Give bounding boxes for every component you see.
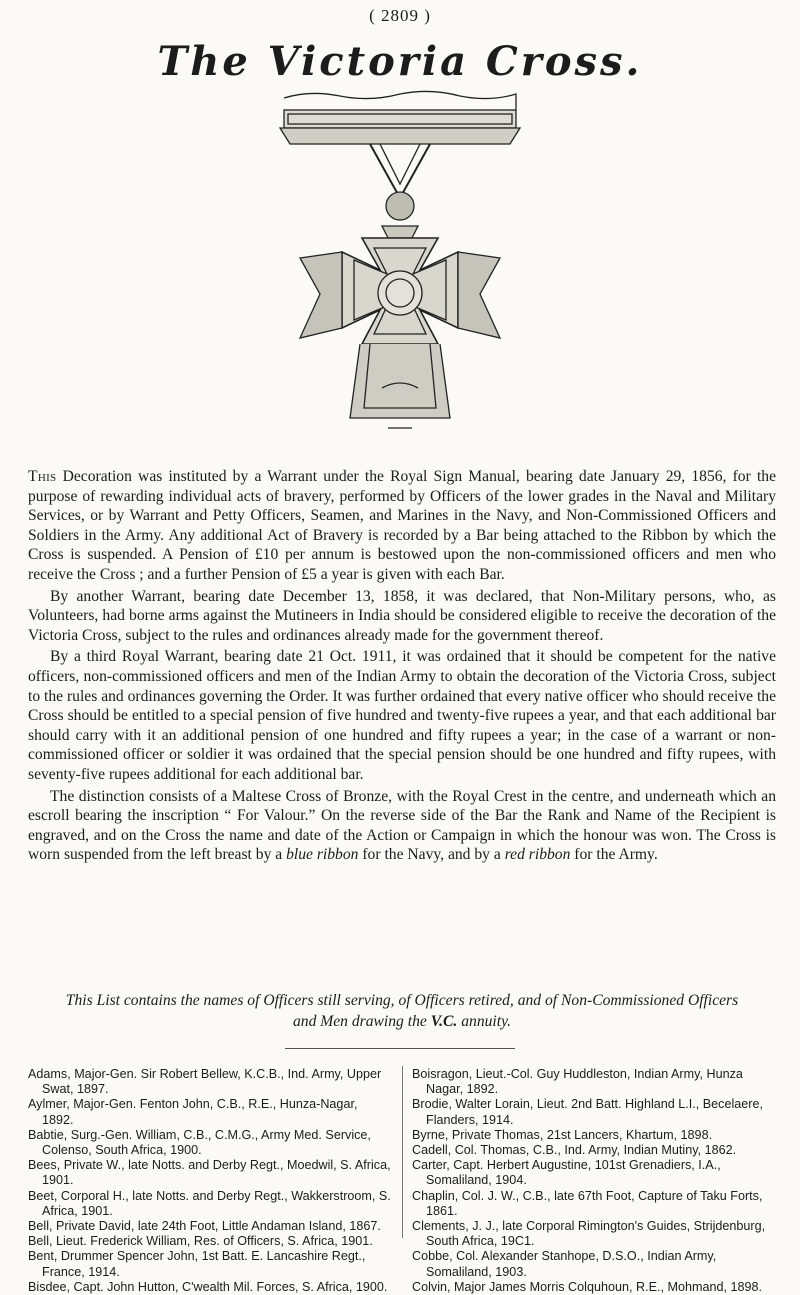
list-item: Brodie, Walter Lorain, Lieut. 2nd Batt. Highland L.I., Becelaere, Flanders, 1914.: [412, 1097, 763, 1127]
list-item: Babtie, Surg.-Gen. William, C.B., C.M.G., Army Med. Service, Colenso, South Africa, 1900.: [28, 1127, 371, 1158]
intro-paragraph-3: By a third Royal Warrant, bearing date 21 Oct. 1911, it was ordained that it should be competent for the native officers, non-commissioned officers and men of the Indian Army to obtain the decoration of the Victoria Cross, subject to the rules and ordinances governing the Order. It was further ordained that every native officer who should receive the Cross should be entitled to a special pension of five hundred and twenty-five rupees a year, and that each additional bar should carry with it an additional pension of one hundred and fifty rupees a year; in the case of a warrant or non-commissioned officer or soldier it was ordained that the special pension should be one hundred and fifty rupees, with seventy-five rupees additional for each additional bar.: [28, 648, 776, 783]
recipient-list-right: [412, 1067, 780, 1295]
intro-paragraph-4: [28, 787, 776, 865]
intro-lead-word: This: [28, 468, 57, 485]
list-item: Clements, J. J., late Corporal Rimington's Guides, Strijdenburg, South Africa, 19C1.: [412, 1219, 766, 1249]
vc-abbreviation: V.C.: [430, 1013, 458, 1030]
intro-paragraph-4-text-b: for the Navy, and by a: [362, 846, 501, 864]
list-item: Cobbe, Col. Alexander Stanhope, D.S.O., Indian Army, Somaliland, 1903.: [412, 1249, 717, 1279]
list-item: Byrne, Private Thomas, 21st Lancers, Khartum, 1898.: [412, 1127, 713, 1142]
page-title: The Victoria Cross.: [157, 38, 643, 85]
list-item: Bent, Drummer Spencer John, 1st Batt. E. Lancashire Regt., France, 1914.: [28, 1249, 366, 1279]
list-item: Beet, Corporal H., late Notts. and Derby Regt., Wakkerstroom, S. Africa, 1901.: [28, 1188, 391, 1218]
list-item: Bell, Lieut. Frederick William, Res. of Officers, S. Africa, 1901.: [28, 1234, 373, 1249]
notice-line-2-text: and Men drawing the: [292, 1013, 427, 1030]
intro-paragraph-2: By another Warrant, bearing date December 13, 1858, it was declared, that Non-Military persons, who, as Volunteers, had borne arms against the Mutineers in India should be considered eligible to receive the decoration of the Victoria Cross, subject to the rules and ordinances already made for the government thereof.: [28, 587, 776, 644]
column-divider: [402, 1066, 403, 1238]
intro-paragraph-4-text-c: for the Army.: [574, 846, 658, 864]
notice-line-1: This List contains the names of Officers still serving, of Officers retired, and of Non-Commissioned Officers: [65, 992, 739, 1009]
red-ribbon-text: red ribbon: [504, 846, 571, 864]
list-item: Bees, Private W., late Notts. and Derby Regt., Moedwil, S. Africa, 1901.: [28, 1158, 391, 1188]
list-item: Cadell, Col. Thomas, C.B., Ind. Army, Indian Mutiny, 1862.: [412, 1143, 737, 1158]
intro-paragraph-4-text-a: The distinction consists of a Maltese Cross of Bronze, with the Royal Crest in the centre, and underneath which an escroll bearing the inscription “ For Valour.” On the reverse side of the Bar the Rank and Name of the Recipient is engraved, and on the Cross the name and date of the Action or Campaign in which the honour was won. The Cross is worn suspended from the left breast by a: [28, 787, 776, 864]
introduction-text: [28, 467, 776, 867]
list-notice: [28, 990, 776, 1032]
list-item: Bisdee, Capt. John Hutton, C'wealth Mil. Forces, S. Africa, 1900.: [28, 1279, 388, 1294]
list-item: Bell, Private David, late 24th Foot, Little Andaman Island, 1867.: [28, 1219, 381, 1234]
list-item: Boisragon, Lieut.-Col. Guy Huddleston, Indian Army, Hunza Nagar, 1892.: [412, 1067, 743, 1097]
list-item: Colvin, Major James Morris Colquhoun, R.E., Mohmand, 1898.: [412, 1279, 762, 1294]
list-item: Aylmer, Major-Gen. Fenton John, C.B., R.E., Hunza-Nagar, 1892.: [28, 1097, 358, 1127]
notice-line-2: [28, 1011, 776, 1032]
intro-paragraph-1: [28, 467, 776, 585]
intro-paragraph-1-text: Decoration was instituted by a Warrant under the Royal Sign Manual, bearing date January 29, 1856, for the purpose of rewarding individual acts of bravery, performed by Officers of the lower grades in the Naval and Military Services, or by Warrant and Petty Officers, Seamen, and Marines in the Navy, and Non-Commissioned Officers and Soldiers in the Army. Any additional Act of Bravery is recorded by a Bar being attached to the Ribbon by which the Cross is suspended. A Pension of £10 per annum is bestowed upon the non-commissioned officers and men who receive the Cross ; and a further Pension of £5 a year is given with each Bar.: [28, 468, 776, 583]
notice-line-2-end: annuity.: [461, 1013, 512, 1030]
recipient-list-left: [28, 1067, 392, 1295]
page-number: ( 2809 ): [369, 6, 431, 25]
victoria-cross-medal-illustration: [270, 88, 530, 448]
blue-ribbon-text: blue ribbon: [286, 846, 359, 864]
section-divider: [285, 1048, 515, 1049]
list-item: Adams, Major-Gen. Sir Robert Bellew, K.C.B., Ind. Army, Upper Swat, 1897.: [28, 1067, 382, 1097]
list-item: Chaplin, Col. J. W., C.B., late 67th Foot, Capture of Taku Forts, 1861.: [412, 1188, 763, 1218]
list-item: Carter, Capt. Herbert Augustine, 101st Grenadiers, I.A., Somaliland, 1904.: [412, 1158, 721, 1188]
